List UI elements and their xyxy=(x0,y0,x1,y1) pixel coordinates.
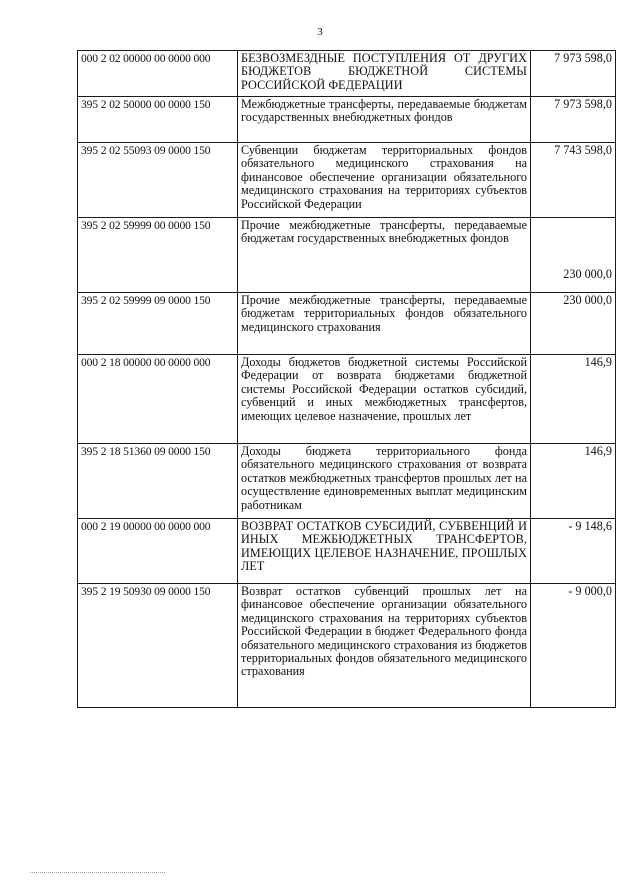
budget-code-cell: 395 2 18 51360 09 0000 150 xyxy=(78,444,238,519)
table-row xyxy=(78,444,616,519)
table-row xyxy=(78,97,616,143)
table-row xyxy=(78,355,616,444)
amount-cell: 230 000,0 xyxy=(531,293,616,355)
amount-cell: - 9 000,0 xyxy=(531,584,616,708)
description-cell: Доходы бюджета территориального фонда обязательного медицинского страхования от возврата остатков межбюджетных трансфертов прошлых лет на осуществление единовременных выплат медицинским работникам xyxy=(238,444,531,519)
amount-cell: 7 973 598,0 xyxy=(531,97,616,143)
amount-cell: 7 973 598,0 xyxy=(531,51,616,97)
table-row xyxy=(78,51,616,97)
amount-cell: 146,9 xyxy=(531,355,616,444)
budget-revenue-table xyxy=(77,50,616,708)
description-cell: Субвенции бюджетам территориальных фондов обязательного медицинского страхования на финансовое обеспечение организации обязательного медицинского страхования на территориях субъектов Российской Федерации xyxy=(238,143,531,218)
table-row xyxy=(78,218,616,293)
description-cell: ВОЗВРАТ ОСТАТКОВ СУБСИДИЙ, СУБВЕНЦИЙ И ИНЫХ МЕЖБЮДЖЕТНЫХ ТРАНСФЕРТОВ, ИМЕЮЩИХ ЦЕЛЕВОЕ НАЗНАЧЕНИЕ, ПРОШЛЫХ ЛЕТ xyxy=(238,519,531,584)
description-cell: Возврат остатков субвенций прошлых лет на финансовое обеспечение организации обязательного медицинского страхования на территориях субъектов Российской Федерации в бюджет Федерального фонда обязательного медицинского страхования из бюджетов территориальных фондов обязательного медицинского страхования xyxy=(238,584,531,708)
amount-cell: 7 743 598,0 xyxy=(531,143,616,218)
description-cell: Прочие межбюджетные трансферты, передаваемые бюджетам государственных внебюджетных фондов xyxy=(238,218,531,293)
budget-code-cell: 395 2 02 59999 00 0000 150 xyxy=(78,218,238,293)
amount-cell: - 9 148,6 xyxy=(531,519,616,584)
budget-code-cell: 000 2 18 00000 00 0000 000 xyxy=(78,355,238,444)
budget-table-body xyxy=(78,51,616,708)
budget-code-cell: 395 2 19 50930 09 0000 150 xyxy=(78,584,238,708)
amount-cell: 146,9 xyxy=(531,444,616,519)
table-row xyxy=(78,584,616,708)
description-cell: БЕЗВОЗМЕЗДНЫЕ ПОСТУПЛЕНИЯ ОТ ДРУГИХ БЮДЖЕТОВ БЮДЖЕТНОЙ СИСТЕМЫ РОССИЙСКОЙ ФЕДЕРАЦИИ xyxy=(238,51,531,97)
budget-code-cell: 000 2 19 00000 00 0000 000 xyxy=(78,519,238,584)
page-number: 3 xyxy=(317,26,323,38)
table-row xyxy=(78,519,616,584)
budget-code-cell: 395 2 02 55093 09 0000 150 xyxy=(78,143,238,218)
budget-code-cell: 395 2 02 50000 00 0000 150 xyxy=(78,97,238,143)
budget-code-cell: 000 2 02 00000 00 0000 000 xyxy=(78,51,238,97)
table-row xyxy=(78,143,616,218)
budget-code-cell: 395 2 02 59999 09 0000 150 xyxy=(78,293,238,355)
table-row xyxy=(78,293,616,355)
description-cell: Межбюджетные трансферты, передаваемые бюджетам государственных внебюджетных фондов xyxy=(238,97,531,143)
description-cell: Прочие межбюджетные трансферты, передаваемые бюджетам территориальных фондов обязательного медицинского страхования xyxy=(238,293,531,355)
footer-dotted-rule xyxy=(30,872,165,873)
description-cell: Доходы бюджетов бюджетной системы Российской Федерации от возврата бюджетами бюджетной системы Российской Федерации остатков субсидий, субвенций и иных межбюджетных трансфертов, имеющих целевое назначение, прошлых лет xyxy=(238,355,531,444)
amount-cell: 230 000,0 xyxy=(531,218,616,293)
